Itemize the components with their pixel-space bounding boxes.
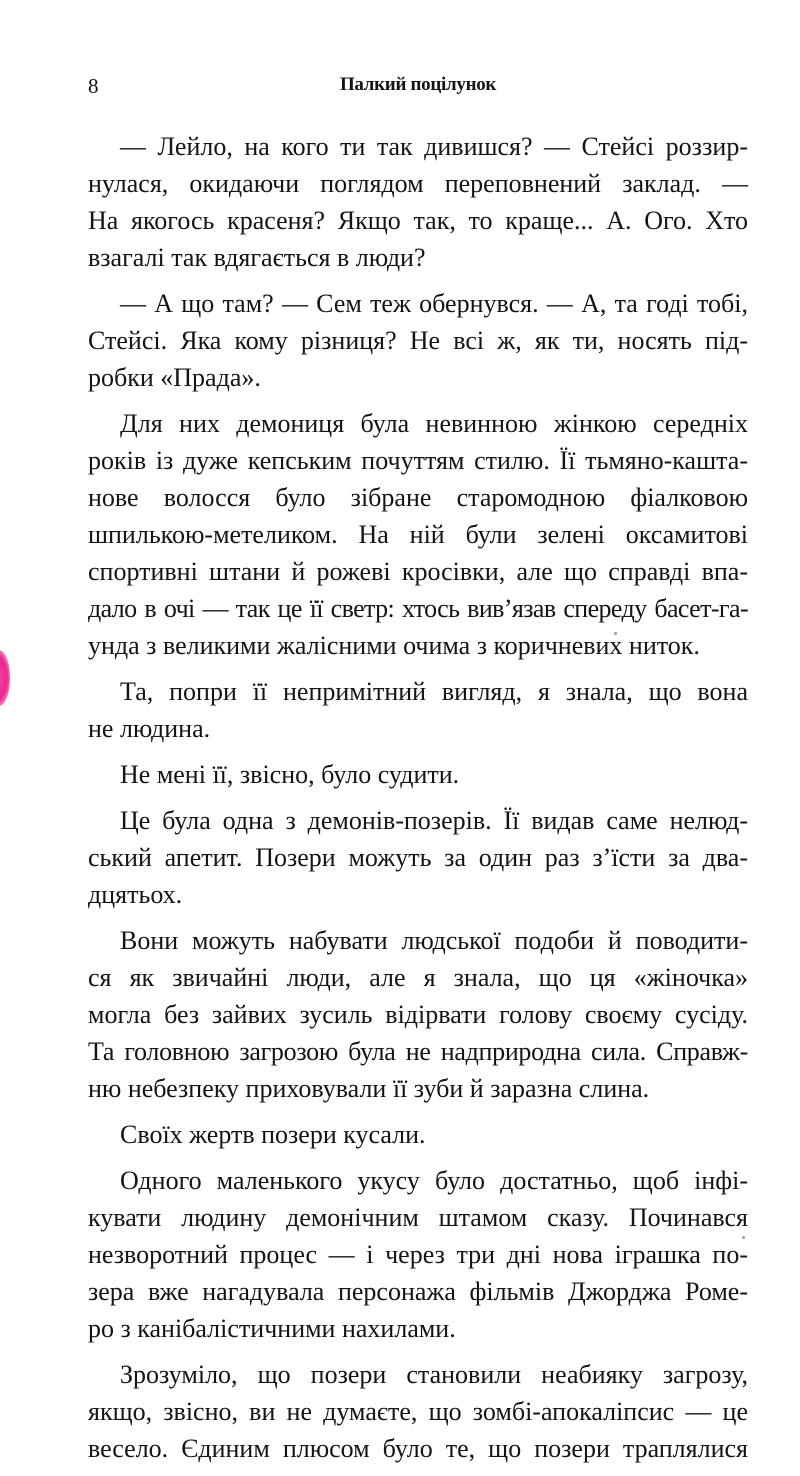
text-line: могла без зайвих зусиль відірвати голову своєму сусіду. (88, 1000, 748, 1029)
text-line: Та, попри її непримітний вигляд, я знала, що вона (120, 677, 748, 706)
paragraph (88, 405, 748, 664)
text-line: Та головною загрозою була не надприродна сила. Справж- (88, 1037, 748, 1066)
text-line: Зрозуміло, що позери становили неабияку загрозу, (120, 1360, 748, 1389)
text-line: унда з великими жалісними очима з коричневих ниток. (88, 631, 700, 660)
paragraph (88, 756, 748, 793)
text-line: нове волосся було зібране старомодною фіалковою (88, 483, 748, 512)
text-line: Стейсі. Яка кому різниця? Не всі ж, як ти, носять під- (88, 326, 748, 355)
text-line: нулася, окидаючи поглядом переповнений заклад. — (88, 169, 748, 198)
text-line: ський апетит. Позери можуть за один раз з’їсти за два- (88, 843, 748, 872)
paragraph (88, 922, 748, 1107)
text-line: дцятьох. (88, 880, 183, 909)
text-line: років із дуже кепським почуттям стилю. Її тьмяно-кашта- (88, 446, 748, 475)
text-line: Одного маленького укусу було достатньо, щоб інфі- (120, 1166, 748, 1195)
paragraph (88, 1162, 748, 1347)
paragraph (88, 802, 748, 913)
paragraph (88, 285, 748, 396)
page-edge-pink-mark (0, 650, 10, 706)
page-number: 8 (88, 74, 99, 98)
text-line: дало в очі — так це її светр: хтось вив’язав спереду басет-га- (88, 594, 748, 623)
text-line: робки «Прада». (88, 363, 261, 392)
text-line: Своїх жертв позери кусали. (120, 1120, 426, 1149)
text-line: ню небезпеку приховували її зуби й заразна слина. (88, 1074, 650, 1103)
text-line: Це була одна з демонів-позерів. Її видав саме нелюд- (120, 806, 748, 835)
text-line: На якогось красеня? Якщо так, то краще... А. Ого. Хто (88, 206, 748, 235)
text-line: — А що там? — Сем теж обернувся. — А, та годі тобі, (120, 289, 748, 318)
text-line: Не мені її, звісно, було судити. (120, 760, 460, 789)
paragraph (88, 673, 748, 747)
text-line: взагалі так вдягається в люди? (88, 243, 426, 272)
text-line: зера вже нагадувала персонажа фільмів Джорджа Роме- (88, 1277, 748, 1306)
text-line: кувати людину демонічним штамом сказу. Починався (88, 1203, 748, 1232)
text-line: спортивні штани й рожеві кросівки, але що справді впа- (88, 557, 748, 586)
text-line: весело. Єдиним плюсом було те, що позери траплялися (88, 1434, 748, 1463)
text-line: не людина. (88, 714, 211, 743)
text-line: якщо, звісно, ви не думаєте, що зомбі-апокаліпсис — це (88, 1397, 748, 1426)
text-line: незворотний процес — і через три дні нова іграшка по- (88, 1240, 748, 1269)
text-line: Для них демониця була невинною жінкою середніх (120, 409, 748, 438)
text-line: — Лейло, на кого ти так дивишся? — Стейсі роззир- (120, 132, 748, 161)
text-line: ро з канібалістичними нахилами. (88, 1314, 456, 1343)
text-line: ся як звичайні люди, але я знала, що ця «жіночка» (88, 963, 748, 992)
page-header (88, 74, 748, 100)
paragraph (88, 128, 748, 276)
text-line: шпилькою-метеликом. На ній були зелені оксамитові (88, 520, 748, 549)
paragraph (88, 1116, 748, 1153)
text-line: Вони можуть набувати людської подоби й поводити- (120, 926, 748, 955)
body-text (88, 128, 748, 1476)
running-title: Палкий поцілунок (339, 74, 497, 95)
paragraph (88, 1356, 748, 1467)
